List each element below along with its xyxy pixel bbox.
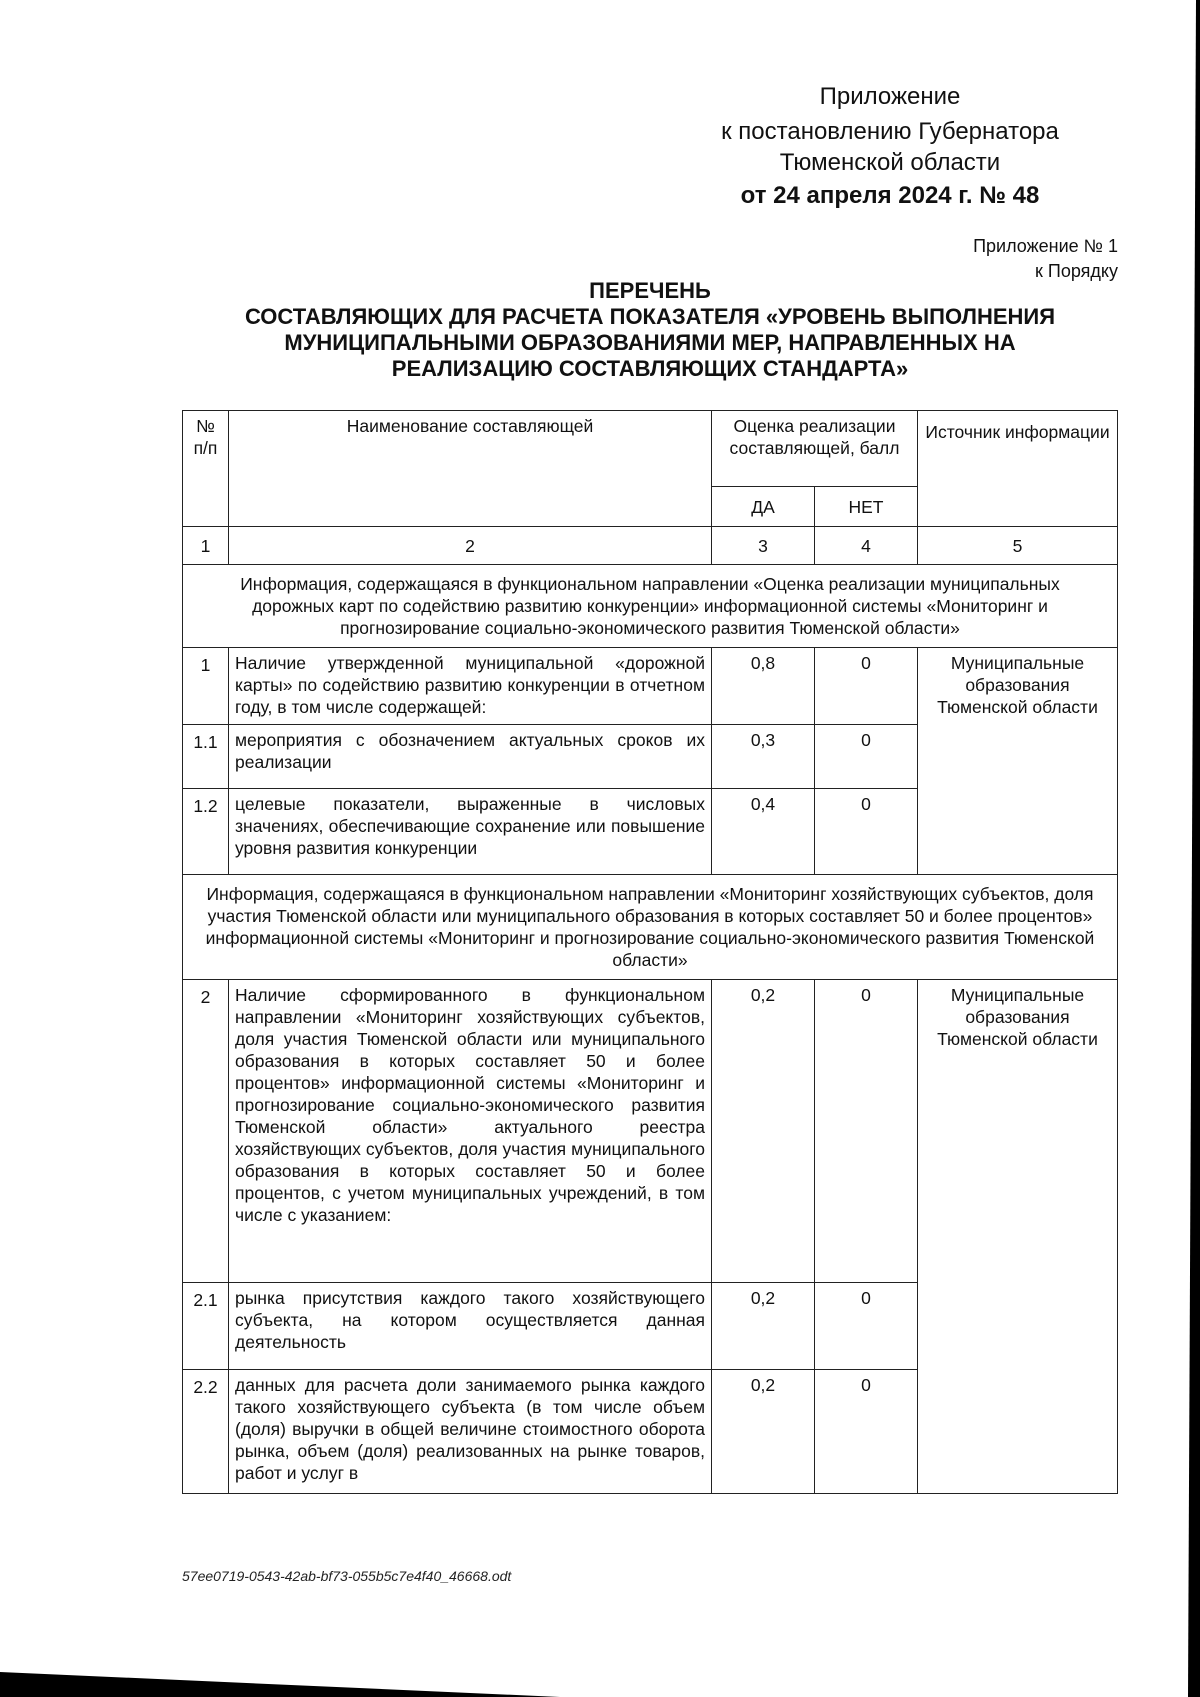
row-number: 2.2 xyxy=(183,1370,229,1494)
section-heading: Информация, содержащаяся в функциональном направлении «Оценка реализации муниципальных дорожных карт по содействию развитию конкуренции» информационной системы «Мониторинг и прогнозирование социально-экономического развития Тюменской области» xyxy=(183,565,1118,648)
column-number: 1 xyxy=(183,527,229,565)
title-line: РЕАЛИЗАЦИЮ СОСТАВЛЯЮЩИХ СТАНДАРТА» xyxy=(391,356,909,381)
file-footer: 57ee0719-0543-42ab-bf73-055b5c7e4f40_46668.odt xyxy=(182,1568,512,1584)
row-number: 1.2 xyxy=(183,789,229,875)
row-number: 2.1 xyxy=(183,1283,229,1370)
scan-edge-border xyxy=(1186,0,1200,1697)
row-score-yes: 0,2 xyxy=(712,1283,815,1370)
sub-appendix-line: к Порядку xyxy=(1035,261,1118,281)
column-number: 3 xyxy=(712,527,815,565)
row-score-no: 0 xyxy=(815,980,918,1283)
scan-edge-shadow xyxy=(0,1672,1200,1697)
components-table xyxy=(182,410,1118,1494)
appendix-line: Приложение xyxy=(819,83,961,110)
document-title xyxy=(200,278,1100,382)
row-name: мероприятия с обозначением актуальных сроков их реализации xyxy=(229,725,712,789)
header-name: Наименование составляющей xyxy=(229,411,712,527)
column-number: 2 xyxy=(229,527,712,565)
row-score-yes: 0,8 xyxy=(712,648,815,725)
row-name: данных для расчета доли занимаемого рынка каждого такого хозяйствующего субъекта (в том числе объем (доля) выручки в общей величине стоимостного оборота рынка, объем (доля) реализованных на рынке товаров, работ и услуг в xyxy=(229,1370,712,1494)
sub-appendix-line: Приложение № 1 xyxy=(973,236,1118,256)
row-score-no: 0 xyxy=(815,789,918,875)
title-line: ПЕРЕЧЕНЬ xyxy=(589,278,711,303)
header-yes: ДА xyxy=(712,487,815,527)
row-name: Наличие утвержденной муниципальной «дорожной карты» по содействию развитию конкуренции в отчетном году, в том числе содержащей: xyxy=(229,648,712,725)
row-score-yes: 0,4 xyxy=(712,789,815,875)
row-score-yes: 0,3 xyxy=(712,725,815,789)
row-name: Наличие сформированного в функциональном направлении «Мониторинг хозяйствующих субъектов, доля участия Тюменской области или муниципального образования в которых составляет 50 и более процентов» информационной системы «Мониторинг и прогнозирование социально-экономического развития Тюменской области» актуального реестра хозяйствующих субъектов, доля участия муниципального образования в которых составляет 50 и более процентов, с учетом муниципальных учреждений, в том числе с указанием: xyxy=(229,980,712,1283)
column-number: 5 xyxy=(918,527,1118,565)
row-name: рынка присутствия каждого такого хозяйствующего субъекта, на котором осуществляется данная деятельность xyxy=(229,1283,712,1370)
appendix-date: от 24 апреля 2024 г. № 48 xyxy=(740,182,1040,209)
header-source: Источник информации xyxy=(918,411,1118,527)
row-name: целевые показатели, выраженные в числовых значениях, обеспечивающие сохранение или повышение уровня развития конкуренции xyxy=(229,789,712,875)
appendix-line: Тюменской области xyxy=(779,149,1001,176)
header-no: НЕТ xyxy=(815,487,918,527)
appendix-line: к постановлению Губернатора xyxy=(721,118,1059,145)
row-source: Муниципальные образования Тюменской области xyxy=(918,980,1118,1494)
title-line: СОСТАВЛЯЮЩИХ ДЛЯ РАСЧЕТА ПОКАЗАТЕЛЯ «УРОВЕНЬ ВЫПОЛНЕНИЯ xyxy=(244,304,1056,329)
row-score-yes: 0,2 xyxy=(712,1370,815,1494)
row-source: Муниципальные образования Тюменской области xyxy=(918,648,1118,875)
section-heading: Информация, содержащаяся в функциональном направлении «Мониторинг хозяйствующих субъектов, доля участия Тюменской области или муниципального образования в которых составляет 50 и более процентов» информационной системы «Мониторинг и прогнозирование социально-экономического развития Тюменской области» xyxy=(183,875,1118,980)
row-number: 1 xyxy=(183,648,229,725)
sub-appendix xyxy=(973,234,1118,284)
header-score: Оценка реализации составляющей, балл xyxy=(712,411,918,487)
row-score-no: 0 xyxy=(815,1283,918,1370)
row-score-no: 0 xyxy=(815,725,918,789)
row-number: 1.1 xyxy=(183,725,229,789)
row-score-yes: 0,2 xyxy=(712,980,815,1283)
title-line: МУНИЦИПАЛЬНЫМИ ОБРАЗОВАНИЯМИ МЕР, НАПРАВЛЕННЫХ НА xyxy=(284,330,1016,355)
row-score-no: 0 xyxy=(815,648,918,725)
column-number: 4 xyxy=(815,527,918,565)
header-num: № п/п xyxy=(183,411,229,527)
row-score-no: 0 xyxy=(815,1370,918,1494)
row-number: 2 xyxy=(183,980,229,1283)
